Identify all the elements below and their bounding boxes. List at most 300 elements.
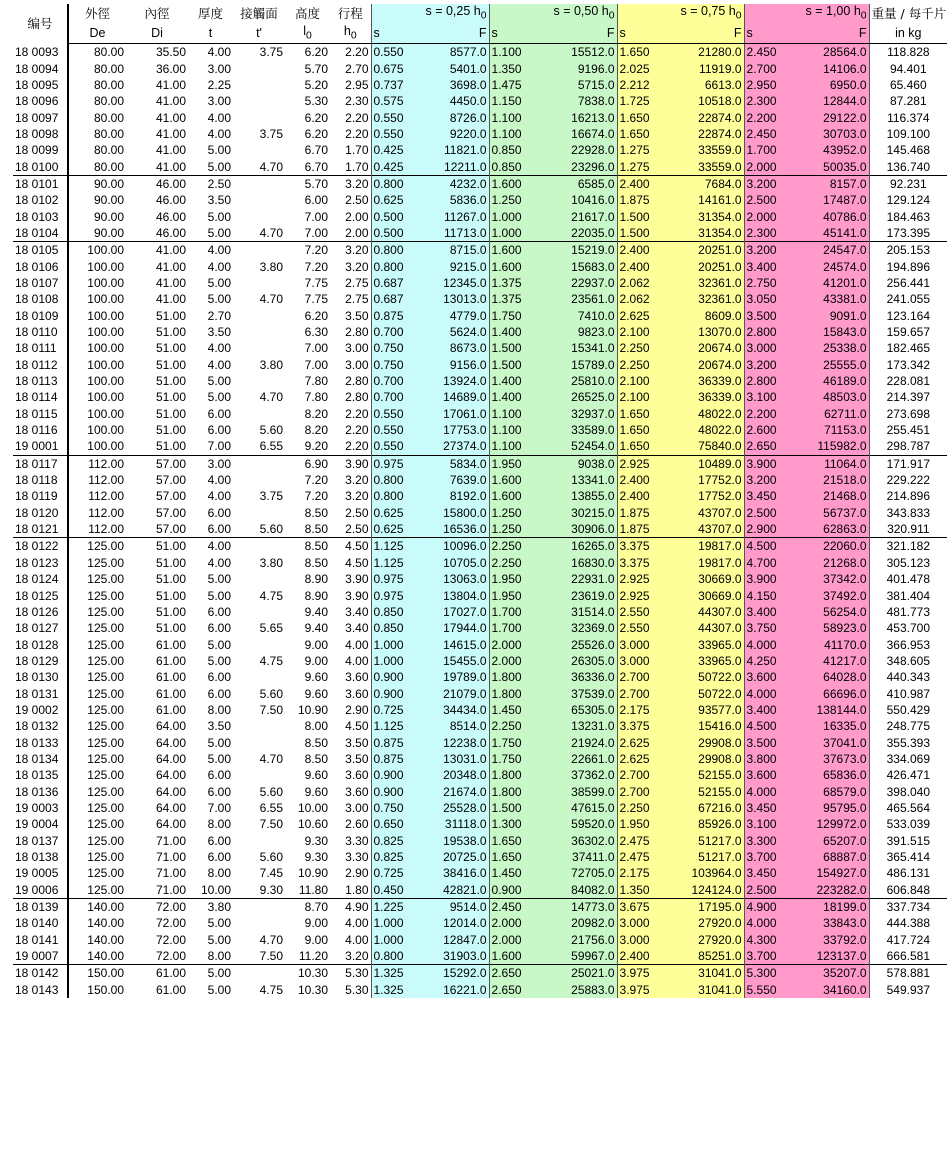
cell-s-050: 1.100 bbox=[489, 406, 531, 422]
table-row bbox=[13, 438, 947, 455]
cell-s-100: 2.000 bbox=[744, 158, 786, 175]
cell-f-075: 36339.0 bbox=[659, 373, 744, 389]
cell-inner-diameter: 35.50 bbox=[155, 45, 186, 60]
cell-inner-diameter: 41.00 bbox=[155, 143, 186, 158]
cell-f-100: 30703.0 bbox=[786, 126, 869, 142]
cell-f-050: 22661.0 bbox=[531, 751, 617, 767]
cell-outer-diameter: 100.00 bbox=[87, 308, 124, 323]
cell-f-050: 13341.0 bbox=[531, 472, 617, 488]
cell-height: 7.75 bbox=[304, 292, 328, 307]
cell-part-no: 18 0121 bbox=[13, 521, 68, 538]
table-row bbox=[13, 898, 947, 915]
cell-contact-thickness: 4.70 bbox=[259, 159, 283, 174]
cell-height: 7.00 bbox=[304, 341, 328, 356]
cell-inner-diameter: 64.00 bbox=[155, 735, 186, 750]
cell-f-075: 48022.0 bbox=[659, 406, 744, 422]
cell-inner-diameter: 72.00 bbox=[155, 916, 186, 931]
cell-weight: 578.881 bbox=[869, 965, 947, 982]
cell-s-050: 2.250 bbox=[489, 718, 531, 734]
cell-s-050: 1.950 bbox=[489, 455, 531, 472]
cell-travel: 3.30 bbox=[330, 833, 371, 849]
cell-s-025: 0.800 bbox=[371, 242, 413, 259]
cell-weight: 401.478 bbox=[886, 572, 930, 587]
header-t-en: t bbox=[188, 24, 233, 44]
cell-outer-diameter: 125.00 bbox=[87, 882, 124, 897]
cell-s-100: 2.200 bbox=[744, 109, 786, 125]
cell-f-100: 34160.0 bbox=[786, 982, 869, 998]
cell-s-050: 1.000 bbox=[489, 225, 531, 242]
cell-contact-thickness bbox=[233, 308, 285, 324]
cell-s-075: 2.550 bbox=[617, 604, 659, 620]
cell-weight: 391.515 bbox=[886, 833, 930, 848]
cell-travel: 3.20 bbox=[330, 948, 371, 965]
cell-f-050: 15789.0 bbox=[531, 357, 617, 373]
table-row bbox=[13, 783, 947, 799]
cell-f-050: 36302.0 bbox=[531, 833, 617, 849]
cell-f-100: 24547.0 bbox=[786, 242, 869, 259]
cell-travel: 2.20 bbox=[330, 422, 371, 438]
cell-contact-thickness bbox=[233, 965, 285, 982]
cell-s-100: 3.200 bbox=[744, 472, 786, 488]
cell-weight: 453.700 bbox=[886, 621, 930, 636]
table-row bbox=[13, 109, 947, 125]
cell-f-100: 138144.0 bbox=[786, 702, 869, 718]
cell-s-025: 0.550 bbox=[371, 422, 413, 438]
cell-travel: 3.30 bbox=[330, 849, 371, 865]
cell-thickness: 3.50 bbox=[207, 325, 231, 340]
cell-height: 8.90 bbox=[304, 588, 328, 603]
cell-contact-thickness: 3.80 bbox=[259, 357, 283, 372]
cell-outer-diameter: 100.00 bbox=[87, 275, 124, 290]
table-row bbox=[13, 275, 947, 291]
cell-f-075: 27920.0 bbox=[659, 932, 744, 948]
cell-s-025: 0.850 bbox=[371, 620, 413, 636]
cell-outer-diameter: 80.00 bbox=[93, 77, 124, 92]
header-di-en: Di bbox=[126, 24, 188, 44]
cell-s-025: 0.725 bbox=[371, 865, 413, 881]
cell-f-100: 62863.0 bbox=[786, 521, 869, 538]
cell-part-no: 18 0094 bbox=[13, 60, 68, 76]
cell-part-no: 18 0101 bbox=[13, 175, 68, 192]
cell-s-075: 3.975 bbox=[617, 982, 659, 998]
cell-f-050: 26525.0 bbox=[531, 389, 617, 405]
cell-height: 5.70 bbox=[304, 61, 328, 76]
header-weight: 重量 / 每千片 bbox=[871, 5, 947, 21]
cell-f-025: 19538.0 bbox=[413, 833, 489, 849]
cell-contact-thickness: 5.60 bbox=[259, 686, 283, 701]
cell-travel: 4.50 bbox=[330, 555, 371, 571]
cell-height: 11.20 bbox=[298, 949, 328, 964]
cell-s-050: 1.250 bbox=[489, 505, 531, 521]
cell-f-050: 20982.0 bbox=[531, 915, 617, 931]
cell-weight: 65.460 bbox=[889, 77, 927, 92]
cell-weight: 129.124 bbox=[886, 193, 930, 208]
cell-s-050: 1.400 bbox=[489, 324, 531, 340]
cell-outer-diameter: 125.00 bbox=[87, 751, 124, 766]
cell-s-100: 5.550 bbox=[744, 982, 786, 998]
cell-f-025: 9156.0 bbox=[413, 357, 489, 373]
cell-s-100: 2.800 bbox=[744, 373, 786, 389]
table-row bbox=[13, 734, 947, 750]
cell-s-100: 3.200 bbox=[744, 357, 786, 373]
cell-contact-thickness: 3.75 bbox=[259, 45, 283, 60]
cell-thickness: 6.00 bbox=[207, 670, 231, 685]
cell-travel: 4.00 bbox=[330, 915, 371, 931]
header-de: 外徑 bbox=[84, 5, 110, 21]
cell-contact-thickness: 4.75 bbox=[259, 982, 283, 997]
cell-s-075: 2.400 bbox=[617, 242, 659, 259]
cell-thickness: 4.00 bbox=[207, 45, 231, 60]
cell-height: 9.40 bbox=[304, 621, 328, 636]
table-row bbox=[13, 192, 947, 208]
table-row bbox=[13, 93, 947, 109]
table-row bbox=[13, 521, 947, 538]
cell-contact-thickness: 3.80 bbox=[259, 259, 283, 274]
cell-f-100: 37041.0 bbox=[786, 734, 869, 750]
cell-s-100: 3.450 bbox=[744, 865, 786, 881]
cell-weight: 426.471 bbox=[886, 768, 930, 783]
cell-f-025: 17061.0 bbox=[413, 406, 489, 422]
cell-thickness: 4.00 bbox=[207, 126, 231, 141]
cell-thickness: 5.00 bbox=[207, 637, 231, 652]
cell-s-050: 1.750 bbox=[489, 751, 531, 767]
cell-s-025: 0.850 bbox=[371, 604, 413, 620]
cell-s-075: 1.650 bbox=[617, 126, 659, 142]
cell-f-075: 44307.0 bbox=[659, 620, 744, 636]
cell-s-025: 0.550 bbox=[371, 44, 413, 61]
header-f2: F bbox=[531, 24, 617, 44]
cell-height: 7.00 bbox=[304, 225, 328, 240]
cell-s-100: 2.800 bbox=[744, 324, 786, 340]
cell-weight: 348.605 bbox=[886, 653, 930, 668]
cell-s-075: 1.875 bbox=[617, 192, 659, 208]
cell-s-100: 3.450 bbox=[744, 800, 786, 816]
cell-travel: 3.50 bbox=[330, 734, 371, 750]
cell-f-075: 33559.0 bbox=[659, 142, 744, 158]
cell-s-075: 2.925 bbox=[617, 455, 659, 472]
cell-s-100: 3.400 bbox=[744, 604, 786, 620]
cell-outer-diameter: 100.00 bbox=[87, 341, 124, 356]
cell-inner-diameter: 57.00 bbox=[126, 455, 188, 472]
cell-weight: 205.153 bbox=[869, 242, 947, 259]
cell-f-100: 18199.0 bbox=[786, 898, 869, 915]
cell-part-no: 18 0134 bbox=[13, 751, 68, 767]
cell-weight: 321.182 bbox=[869, 538, 947, 555]
cell-contact-thickness: 5.60 bbox=[259, 850, 283, 865]
cell-f-025: 8726.0 bbox=[413, 109, 489, 125]
cell-part-no: 18 0118 bbox=[13, 472, 68, 488]
cell-weight: 184.463 bbox=[886, 209, 930, 224]
cell-inner-diameter: 51.00 bbox=[126, 538, 188, 555]
cell-thickness: 4.00 bbox=[188, 242, 233, 259]
header-s4: s bbox=[744, 24, 786, 44]
table-row bbox=[13, 142, 947, 158]
cell-inner-diameter: 64.00 bbox=[155, 817, 186, 832]
cell-contact-thickness bbox=[233, 275, 285, 291]
cell-f-025: 4450.0 bbox=[413, 93, 489, 109]
cell-outer-diameter: 100.00 bbox=[87, 439, 124, 454]
cell-height: 5.70 bbox=[285, 175, 330, 192]
cell-f-050: 13855.0 bbox=[531, 488, 617, 504]
cell-s-075: 2.925 bbox=[617, 587, 659, 603]
cell-part-no: 18 0131 bbox=[13, 685, 68, 701]
cell-f-050: 21924.0 bbox=[531, 734, 617, 750]
cell-s-025: 0.900 bbox=[371, 669, 413, 685]
cell-f-050: 7410.0 bbox=[531, 308, 617, 324]
cell-inner-diameter: 72.00 bbox=[155, 949, 186, 964]
cell-s-075: 3.375 bbox=[617, 718, 659, 734]
cell-f-025: 9220.0 bbox=[413, 126, 489, 142]
cell-s-050: 1.800 bbox=[489, 685, 531, 701]
cell-s-050: 1.700 bbox=[489, 604, 531, 620]
cell-f-075: 43707.0 bbox=[659, 521, 744, 538]
cell-f-050: 21617.0 bbox=[531, 208, 617, 224]
cell-s-050: 1.650 bbox=[489, 849, 531, 865]
cell-thickness: 4.00 bbox=[188, 538, 233, 555]
cell-part-no: 18 0138 bbox=[13, 849, 68, 865]
cell-travel: 2.90 bbox=[330, 702, 371, 718]
cell-f-025: 17753.0 bbox=[413, 422, 489, 438]
cell-weight: 444.388 bbox=[886, 916, 930, 931]
cell-travel: 3.60 bbox=[330, 767, 371, 783]
cell-s-075: 3.000 bbox=[617, 636, 659, 652]
cell-f-075: 30669.0 bbox=[659, 587, 744, 603]
cell-outer-diameter: 125.00 bbox=[87, 670, 124, 685]
cell-thickness: 4.00 bbox=[207, 473, 231, 488]
cell-inner-diameter: 61.00 bbox=[155, 686, 186, 701]
cell-f-100: 6950.0 bbox=[786, 77, 869, 93]
table-row bbox=[13, 291, 947, 307]
cell-s-050: 1.100 bbox=[489, 44, 531, 61]
cell-weight: 94.401 bbox=[889, 61, 927, 76]
cell-part-no: 18 0140 bbox=[13, 915, 68, 931]
cell-contact-thickness bbox=[233, 898, 285, 915]
cell-f-100: 50035.0 bbox=[786, 158, 869, 175]
cell-s-075: 2.400 bbox=[617, 948, 659, 965]
cell-inner-diameter: 57.00 bbox=[155, 473, 186, 488]
cell-inner-diameter: 51.00 bbox=[155, 572, 186, 587]
cell-travel: 1.80 bbox=[330, 882, 371, 899]
cell-f-050: 59520.0 bbox=[531, 816, 617, 832]
cell-thickness: 6.00 bbox=[207, 406, 231, 421]
cell-outer-diameter: 100.00 bbox=[87, 406, 124, 421]
cell-travel: 4.50 bbox=[330, 538, 371, 555]
cell-thickness: 3.50 bbox=[207, 193, 231, 208]
cell-contact-thickness: 4.75 bbox=[259, 653, 283, 668]
cell-s-025: 0.800 bbox=[371, 472, 413, 488]
cell-part-no: 18 0104 bbox=[13, 225, 68, 242]
cell-s-100: 3.000 bbox=[744, 340, 786, 356]
cell-f-100: 37673.0 bbox=[786, 751, 869, 767]
cell-height: 8.70 bbox=[285, 898, 330, 915]
cell-height: 9.40 bbox=[304, 604, 328, 619]
table-body bbox=[13, 44, 947, 998]
cell-part-no: 18 0114 bbox=[13, 389, 68, 405]
cell-s-025: 0.625 bbox=[371, 521, 413, 538]
cell-f-025: 11821.0 bbox=[413, 142, 489, 158]
cell-thickness: 6.00 bbox=[207, 621, 231, 636]
cell-f-025: 14615.0 bbox=[413, 636, 489, 652]
cell-f-100: 68887.0 bbox=[786, 849, 869, 865]
cell-s-025: 0.800 bbox=[371, 258, 413, 274]
cell-f-075: 20674.0 bbox=[659, 340, 744, 356]
cell-f-075: 11919.0 bbox=[659, 60, 744, 76]
cell-height: 6.00 bbox=[304, 193, 328, 208]
cell-thickness: 4.00 bbox=[207, 489, 231, 504]
cell-outer-diameter: 100.00 bbox=[87, 423, 124, 438]
header-di: 內徑 bbox=[144, 5, 170, 21]
cell-s-025: 0.975 bbox=[371, 455, 413, 472]
cell-height: 7.00 bbox=[304, 209, 328, 224]
cell-f-050: 25021.0 bbox=[531, 965, 617, 982]
cell-travel: 3.60 bbox=[330, 783, 371, 799]
cell-f-050: 13231.0 bbox=[531, 718, 617, 734]
cell-f-050: 15683.0 bbox=[531, 258, 617, 274]
cell-f-050: 37411.0 bbox=[531, 849, 617, 865]
cell-outer-diameter: 125.00 bbox=[87, 621, 124, 636]
cell-weight: 305.123 bbox=[886, 555, 930, 570]
cell-s-075: 2.212 bbox=[617, 77, 659, 93]
cell-weight: 440.343 bbox=[886, 670, 930, 685]
cell-part-no: 18 0097 bbox=[13, 109, 68, 125]
cell-f-100: 64028.0 bbox=[786, 669, 869, 685]
cell-f-075: 29908.0 bbox=[659, 734, 744, 750]
cell-part-no: 18 0124 bbox=[13, 571, 68, 587]
cell-part-no: 18 0120 bbox=[13, 505, 68, 521]
table-row bbox=[13, 669, 947, 685]
cell-part-no: 18 0103 bbox=[13, 208, 68, 224]
cell-f-100: 129972.0 bbox=[786, 816, 869, 832]
cell-travel: 2.20 bbox=[330, 44, 371, 61]
cell-height: 10.60 bbox=[297, 817, 328, 832]
cell-f-075: 33559.0 bbox=[659, 158, 744, 175]
cell-weight: 123.164 bbox=[886, 308, 930, 323]
cell-s-075: 2.100 bbox=[617, 373, 659, 389]
cell-s-100: 4.000 bbox=[744, 685, 786, 701]
cell-s-075: 2.250 bbox=[617, 340, 659, 356]
cell-inner-diameter: 46.00 bbox=[155, 209, 186, 224]
cell-s-025: 0.825 bbox=[371, 849, 413, 865]
cell-s-075: 2.475 bbox=[617, 833, 659, 849]
cell-weight: 145.468 bbox=[886, 143, 930, 158]
cell-thickness: 3.80 bbox=[188, 898, 233, 915]
cell-travel: 4.00 bbox=[330, 932, 371, 948]
cell-s-050: 1.100 bbox=[489, 126, 531, 142]
header-l0-en: $l_0$ bbox=[285, 24, 330, 44]
cell-f-075: 19817.0 bbox=[659, 538, 744, 555]
cell-inner-diameter: 41.00 bbox=[155, 159, 186, 174]
header-s075: s = 0,75 $h_0$ bbox=[617, 4, 744, 24]
cell-contact-thickness bbox=[233, 604, 285, 620]
cell-f-075: 51217.0 bbox=[659, 833, 744, 849]
cell-f-100: 15843.0 bbox=[786, 324, 869, 340]
cell-s-050: 1.500 bbox=[489, 357, 531, 373]
cell-contact-thickness: 5.60 bbox=[259, 784, 283, 799]
cell-weight: 116.374 bbox=[887, 110, 930, 125]
cell-f-075: 85251.0 bbox=[659, 948, 744, 965]
cell-part-no: 18 0136 bbox=[13, 783, 68, 799]
cell-inner-diameter: 61.00 bbox=[155, 702, 186, 717]
cell-inner-diameter: 51.00 bbox=[155, 588, 186, 603]
cell-f-050: 31514.0 bbox=[531, 604, 617, 620]
cell-f-025: 31903.0 bbox=[413, 948, 489, 965]
cell-part-no: 18 0119 bbox=[13, 488, 68, 504]
cell-thickness: 6.00 bbox=[207, 505, 231, 520]
cell-s-025: 0.425 bbox=[371, 158, 413, 175]
cell-weight: 533.039 bbox=[886, 817, 930, 832]
cell-s-025: 0.875 bbox=[371, 308, 413, 324]
cell-f-075: 50722.0 bbox=[659, 669, 744, 685]
cell-inner-diameter: 51.00 bbox=[155, 406, 186, 421]
table-row bbox=[13, 965, 947, 982]
cell-f-100: 37342.0 bbox=[786, 571, 869, 587]
cell-f-025: 42821.0 bbox=[413, 882, 489, 899]
cell-f-050: 9823.0 bbox=[531, 324, 617, 340]
cell-s-025: 0.450 bbox=[371, 882, 413, 899]
header-t: 厚度 bbox=[197, 5, 223, 21]
cell-outer-diameter: 125.00 bbox=[87, 735, 124, 750]
cell-part-no: 18 0113 bbox=[13, 373, 68, 389]
cell-part-no: 18 0109 bbox=[13, 308, 68, 324]
cell-s-050: 1.600 bbox=[489, 472, 531, 488]
cell-f-100: 11064.0 bbox=[786, 455, 869, 472]
cell-weight: 159.657 bbox=[886, 325, 930, 340]
cell-f-050: 9038.0 bbox=[531, 455, 617, 472]
table-row bbox=[13, 357, 947, 373]
cell-height: 10.00 bbox=[297, 800, 328, 815]
cell-part-no: 19 0007 bbox=[13, 948, 68, 965]
cell-travel: 2.20 bbox=[330, 406, 371, 422]
cell-outer-diameter: 140.00 bbox=[68, 898, 126, 915]
cell-thickness: 5.00 bbox=[207, 209, 231, 224]
cell-contact-thickness: 5.60 bbox=[259, 423, 283, 438]
cell-f-025: 38416.0 bbox=[413, 865, 489, 881]
cell-travel: 3.20 bbox=[330, 472, 371, 488]
cell-contact-thickness: 7.50 bbox=[259, 949, 283, 964]
table-row bbox=[13, 340, 947, 356]
cell-f-025: 12014.0 bbox=[413, 915, 489, 931]
cell-s-025: 1.325 bbox=[371, 965, 413, 982]
cell-s-100: 3.600 bbox=[744, 669, 786, 685]
cell-s-025: 0.725 bbox=[371, 702, 413, 718]
cell-s-075: 1.350 bbox=[617, 882, 659, 899]
cell-s-050: 2.000 bbox=[489, 915, 531, 931]
table-row bbox=[13, 242, 947, 259]
cell-f-050: 7838.0 bbox=[531, 93, 617, 109]
cell-inner-diameter: 51.00 bbox=[155, 439, 186, 454]
cell-s-075: 3.000 bbox=[617, 915, 659, 931]
cell-s-075: 2.100 bbox=[617, 389, 659, 405]
cell-travel: 2.90 bbox=[330, 865, 371, 881]
cell-f-025: 5836.0 bbox=[413, 192, 489, 208]
cell-s-025: 0.500 bbox=[371, 225, 413, 242]
cell-part-no: 18 0128 bbox=[13, 636, 68, 652]
cell-s-025: 1.225 bbox=[371, 898, 413, 915]
cell-thickness: 5.00 bbox=[207, 735, 231, 750]
cell-s-075: 1.875 bbox=[617, 521, 659, 538]
cell-inner-diameter: 41.00 bbox=[155, 110, 186, 125]
table-row bbox=[13, 882, 947, 899]
cell-part-no: 18 0105 bbox=[13, 242, 68, 259]
cell-f-050: 16265.0 bbox=[531, 538, 617, 555]
cell-f-100: 25555.0 bbox=[786, 357, 869, 373]
cell-s-075: 2.925 bbox=[617, 571, 659, 587]
cell-f-050: 37362.0 bbox=[531, 767, 617, 783]
cell-travel: 3.90 bbox=[330, 571, 371, 587]
cell-height: 7.00 bbox=[304, 357, 328, 372]
cell-inner-diameter: 72.00 bbox=[155, 932, 186, 947]
cell-contact-thickness bbox=[233, 93, 285, 109]
